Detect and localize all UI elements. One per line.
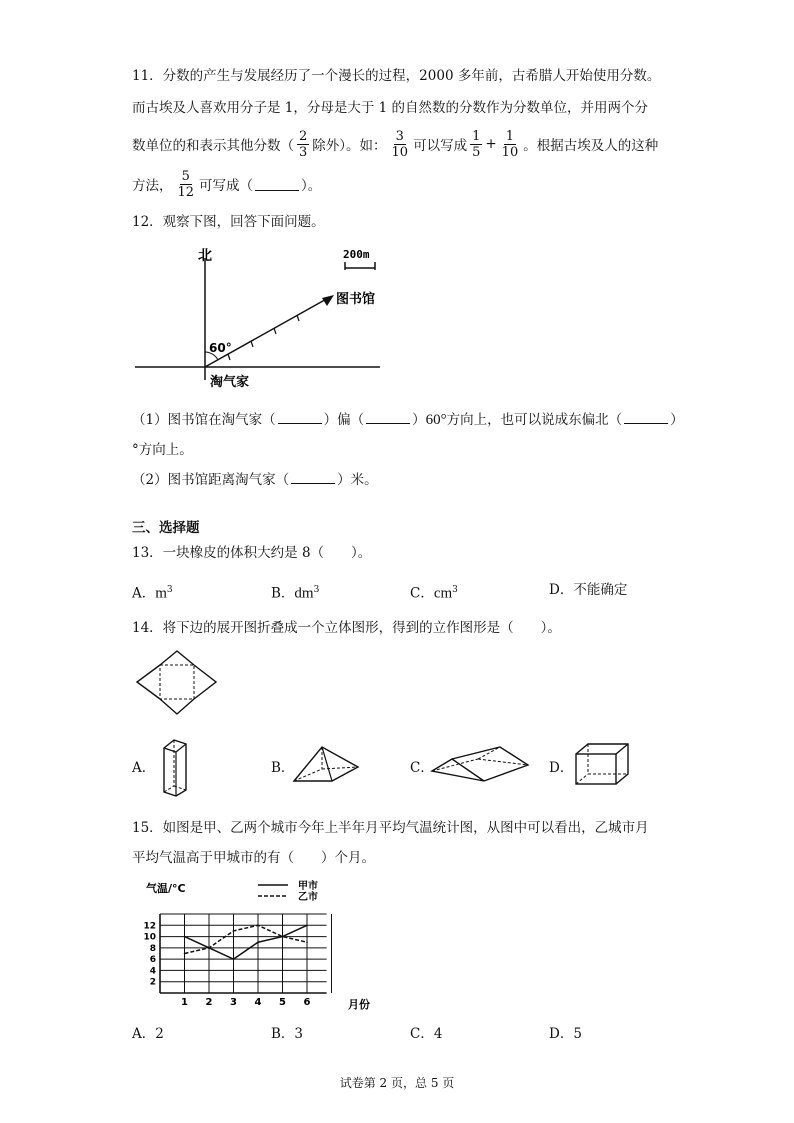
- shape-option-a[interactable]: [160, 738, 190, 798]
- north-label: 北: [198, 248, 212, 264]
- shape-option-b[interactable]: [292, 745, 362, 787]
- fraction-1-5: $\frac{1}{5}$: [472, 128, 481, 160]
- q14-option-c-label[interactable]: C．: [410, 760, 434, 776]
- legend-series-2: 乙市: [298, 892, 318, 903]
- q15-line2: 平均气温高于甲城市的有（ ）个月。: [132, 850, 375, 866]
- shape-option-c[interactable]: [430, 745, 530, 787]
- q13-option-b[interactable]: B．$dm^3$: [271, 585, 320, 602]
- y-tick-label: 8: [149, 943, 156, 954]
- temperature-chart: [138, 878, 383, 1013]
- y-tick-label: 12: [143, 921, 156, 932]
- answer-blank[interactable]: [366, 411, 410, 424]
- q11-line1: 11．分数的产生与发展经历了一个漫长的过程，2000 多年前，古希腊人开始使用分数。: [132, 68, 661, 84]
- data-point: [306, 941, 308, 943]
- x-tick-label: 6: [303, 997, 311, 1008]
- q12-part1: （1）图书馆在淘气家（ ）偏（ ）60°方向上，也可以说成东偏北（ ）: [132, 412, 684, 428]
- y-tick-label: 4: [149, 966, 156, 977]
- section-heading: 三、选择题: [132, 520, 200, 536]
- angle-label: 60°: [209, 341, 232, 355]
- answer-blank[interactable]: [255, 178, 299, 191]
- page-footer: 试卷第 2 页，总 5 页: [339, 1076, 455, 1090]
- data-point: [233, 958, 235, 960]
- q12-part2: （2）图书馆距离淘气家（ ）米。: [132, 472, 378, 488]
- q13-option-a[interactable]: A．$m^3$: [132, 585, 173, 602]
- data-point: [282, 936, 284, 938]
- x-tick-label: 1: [181, 997, 188, 1008]
- q15-option-a[interactable]: A．2: [132, 1026, 164, 1042]
- data-point: [257, 924, 259, 926]
- x-tick-label: 2: [205, 997, 213, 1008]
- q15-line1: 15．如图是甲、乙两个城市今年上半年月平均气温统计图，从图中可以看出，乙城市月: [132, 820, 649, 836]
- data-point: [184, 953, 186, 955]
- x-tick-label: 4: [254, 997, 262, 1008]
- series-line-2: [185, 925, 308, 953]
- data-point: [233, 930, 235, 932]
- q13-option-d[interactable]: D．不能确定: [549, 582, 628, 598]
- q14-option-b-label[interactable]: B．: [271, 760, 295, 776]
- q11-line4: 方法， $\frac{5}{12}$ 可写成（ ）。: [132, 168, 322, 200]
- q14-option-a-label[interactable]: A．: [132, 760, 156, 776]
- data-point: [208, 947, 210, 949]
- fraction-3-10: $\frac{3}{10}$: [391, 128, 409, 160]
- answer-blank[interactable]: [624, 411, 668, 424]
- x-axis-label: 月份: [348, 998, 370, 1011]
- legend-series-1: 甲市: [298, 881, 318, 892]
- x-tick-label: 3: [230, 997, 237, 1008]
- data-point: [257, 941, 259, 943]
- q15-option-c[interactable]: C．4: [410, 1026, 443, 1042]
- net-diagram: [136, 650, 218, 716]
- data-point: [306, 924, 308, 926]
- q11-line2: 而古埃及人喜欢用分子是 1，分母是大于 1 的自然数的分数作为分数单位，并用两个分: [132, 100, 649, 116]
- y-tick-label: 2: [149, 977, 156, 988]
- q14-option-d-label[interactable]: D．: [549, 760, 574, 776]
- y-tick-label: 10: [143, 932, 156, 943]
- y-tick-label: 6: [149, 955, 156, 966]
- y-axis-label: 气温/°C: [146, 882, 186, 895]
- q12-part1-line2: °方向上。: [132, 442, 193, 458]
- q14-stem: 14．将下边的展开图折叠成一个立体图形，得到的立作图形是（ ）。: [132, 620, 561, 636]
- fraction-1-10: $\frac{1}{10}$: [501, 128, 519, 160]
- library-label: 图书馆: [336, 292, 376, 307]
- answer-blank[interactable]: [278, 411, 322, 424]
- q15-option-b[interactable]: B．3: [271, 1026, 304, 1042]
- series-line-1: [185, 925, 308, 959]
- data-point: [184, 936, 186, 938]
- direction-diagram: [130, 240, 390, 400]
- scale-label: 200m: [343, 248, 370, 261]
- x-tick-label: 5: [279, 997, 286, 1008]
- q13-option-c[interactable]: C．$cm^3$: [410, 585, 458, 602]
- q12-title: 12．观察下图，回答下面问题。: [132, 214, 325, 230]
- q15-option-d[interactable]: D．5: [549, 1026, 582, 1042]
- fraction-2-3: $\frac{2}{3}$: [299, 128, 308, 160]
- answer-blank[interactable]: [291, 471, 335, 484]
- q11-line3: 数单位的和表示其他分数（ $\frac{2}{3}$ 除外）。如： $\frac{3}{10}$ 可以写成 $\frac{1}{5}$ + $\frac{1}{10}$ 。根据古埃及人的这种: [132, 128, 659, 160]
- q13-stem: 13．一块橡皮的体积大约是 8（ ）。: [132, 545, 372, 561]
- home-label: 淘气家: [210, 375, 250, 390]
- fraction-5-12: $\frac{5}{12}$: [177, 168, 195, 200]
- shape-option-d[interactable]: [572, 742, 632, 788]
